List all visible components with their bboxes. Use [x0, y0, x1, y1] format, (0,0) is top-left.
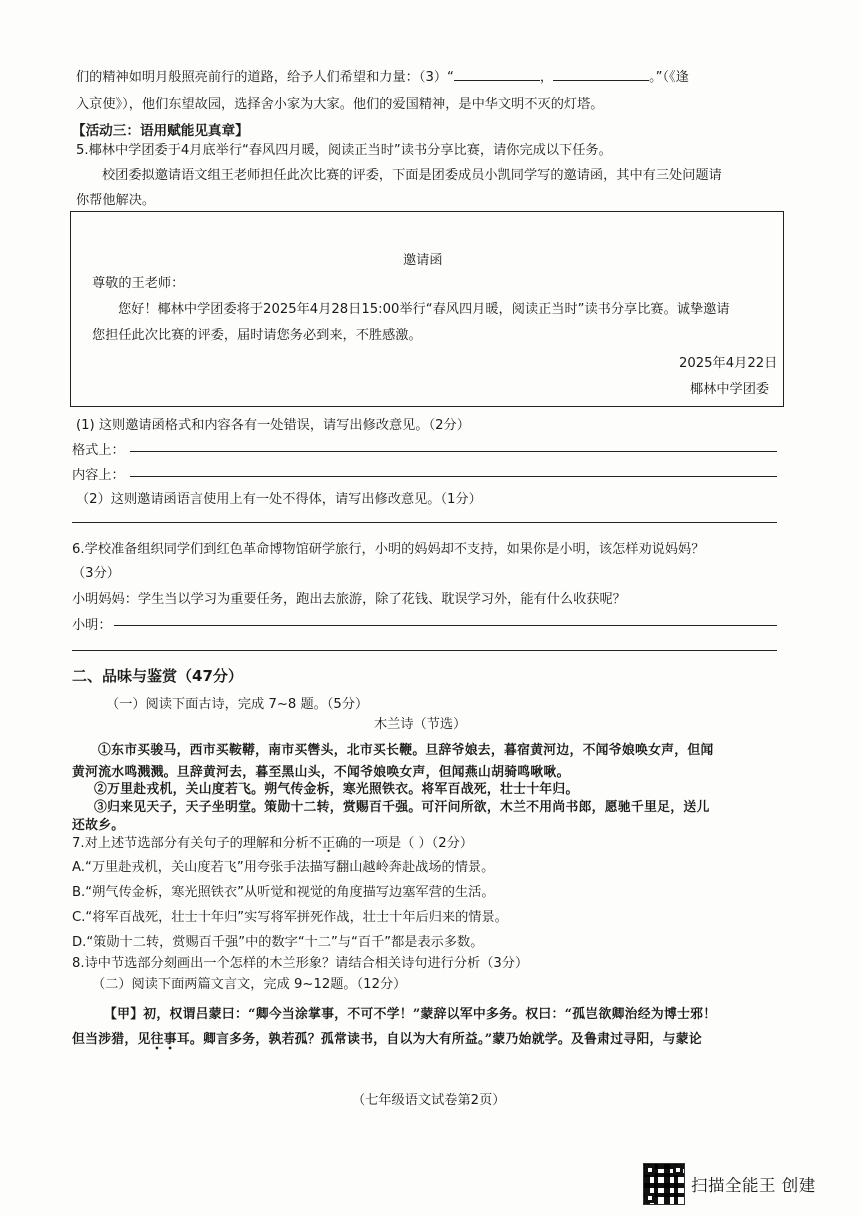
- invitation-date: 2025年4月22日: [679, 356, 778, 371]
- xiaoming-answer-line[interactable]: [114, 625, 777, 626]
- poem-line: ③归来见天子，天子坐明堂。策勋十二转，赏赐百千强。可汗问所欲，木兰不用尚书郎，愿驰千里足，送儿: [94, 800, 710, 815]
- poem-fill-suffix: 。”（《逢: [649, 70, 689, 85]
- emphasis-char: 事: [163, 1032, 177, 1047]
- poem-title: 木兰诗（节选）: [374, 717, 467, 732]
- classical-text-segment: 耳。卿言多务，孰若孤？孤常读书，自以为大有所益。”蒙乃始就学。及鲁肃过寻阳，与蒙论: [176, 1032, 702, 1047]
- question-7-text: 7.对上述节选部分有关句子的理解和分析: [72, 836, 309, 851]
- poem-line: ②万里赴戎机，关山度若飞。朔气传金柝，寒光照铁衣。将军百战死，壮士十年归。: [94, 782, 579, 797]
- question-5-part-2: （2）这则邀请函语言使用上有一处不得体，请写出修改意见。（1分）: [76, 492, 482, 507]
- format-label: 格式上：: [72, 443, 125, 458]
- page-footer: （七年级语文试卷第2页）: [352, 1093, 506, 1108]
- question-6-stem: 6.学校准备组织同学们到红色革命博物馆研学旅行，小明的妈妈却不支持，如果你是小明，该怎样劝说妈妈？: [72, 542, 705, 557]
- invitation-title: 邀请函: [403, 253, 443, 268]
- poem-fill-line: [76, 66, 689, 85]
- qr-code-icon: [643, 1163, 685, 1205]
- option-b: B.“朔气传金柝，寒光照铁衣”从听觉和视觉的角度描写边塞军营的生活。: [72, 885, 495, 900]
- poem-line: 黄河流水鸣溅溅。旦辞黄河去，暮至黑山头，不闻爷娘唤女声，但闻燕山胡骑鸣啾啾。: [72, 765, 570, 780]
- qr-finder: [673, 1165, 683, 1175]
- part-2-answer-line[interactable]: [72, 522, 777, 523]
- scanner-watermark: 扫描全能王 创建: [691, 1176, 816, 1195]
- content-answer-line[interactable]: [130, 476, 777, 477]
- poem-line: 还故乡。: [72, 818, 125, 833]
- option-a: A.“万里赴戎机，关山度若飞”用夸张手法描写翻山越岭奔赴战场的情景。: [72, 860, 495, 875]
- subsection-2-heading: （二）阅读下面两篇文言文，完成 9~12题。（12分）: [92, 977, 407, 992]
- invitation-body-cont: 您担任此次比赛的评委，届时请您务必到来，不胜感激。: [92, 328, 422, 343]
- paragraph-line: 入京使》），他们东望故园，选择舍小家为大家。他们的爱国精神，是中华文明不灭的灯塔。: [76, 97, 604, 112]
- emphasis-char: 往: [150, 1032, 164, 1047]
- poem-line: ①东市买骏马，西市买鞍鞯，南市买辔头，北市买长鞭。旦辞爷娘去，暮宿黄河边，不闻爷娘唤女声，但闻: [98, 743, 714, 758]
- activity-heading: 【活动三：语用赋能见真章】: [72, 123, 249, 139]
- question-7-stem: [72, 832, 473, 851]
- emphasis-text: 不正确: [308, 836, 349, 851]
- classical-text-line-2: [72, 1028, 702, 1047]
- option-d: D.“策勋十二转，赏赐百千强”中的数字“十二”与“百千”都是表示多数。: [72, 935, 484, 950]
- format-answer-line[interactable]: [130, 451, 777, 452]
- question-5-context: 校团委拟邀请语文组王老师担任此次比赛的评委，下面是团委成员小凯同学写的邀请函，其中有三处问题请: [102, 168, 722, 183]
- answer-blank-2[interactable]: [553, 66, 649, 81]
- invitation-signature: 椰林中学团委: [690, 382, 770, 397]
- question-7-text-end: 的一项是（ ）（2分）: [348, 836, 474, 851]
- invitation-body: 您好！椰林中学团委将于2025年4月28日15:00举行“春风四月暖，阅读正当时”读书分享比赛。诚挚邀请: [118, 302, 730, 317]
- classical-text-segment: 但当涉猎，见: [72, 1032, 151, 1047]
- invitation-greeting: 尊敬的王老师：: [92, 276, 185, 291]
- classical-text-line: 【甲】初，权谓吕蒙曰：“卿今当涂掌事，不可不学！”蒙辞以军中多务。权曰：“孤岂欲卿治经为博士邪！: [104, 1007, 717, 1022]
- qr-finder: [645, 1165, 655, 1175]
- question-5-context-cont: 你帮他解决。: [76, 193, 156, 208]
- question-8: 8.诗中节选部分刻画出一个怎样的木兰形象？请结合相关诗句进行分析（3分）: [72, 956, 529, 971]
- poem-fill-prefix: 们的精神如明月般照亮前行的道路，给予人们希望和力量：（3）“: [76, 70, 454, 85]
- option-c: C.“将军百战死，壮士十年归”实写将军拼死作战，壮士十年后归来的情景。: [72, 910, 508, 925]
- qr-finder: [645, 1193, 655, 1203]
- xiaoming-label: 小明：: [72, 618, 112, 633]
- question-5-part-1: (1) 这则邀请函格式和内容各有一处错误，请写出修改意见。（2分）: [76, 418, 470, 433]
- answer-blank-1[interactable]: [454, 66, 540, 81]
- xiaoming-answer-line-2[interactable]: [72, 650, 777, 651]
- subsection-1-heading: （一）阅读下面古诗，完成 7~8 题。（5分）: [106, 697, 369, 712]
- question-6-points: （3分）: [72, 566, 120, 581]
- mom-statement: 小明妈妈：学生当以学习为重要任务，跑出去旅游，除了花钱、耽误学习外，能有什么收获呢？: [72, 592, 626, 607]
- section-heading: 二、品味与鉴赏（47分）: [72, 667, 243, 685]
- comma: ，: [539, 70, 554, 85]
- content-label: 内容上：: [72, 468, 125, 483]
- question-5-stem: 5.椰林中学团委于4月底举行“春风四月暖，阅读正当时”读书分享比赛，请你完成以下任务。: [76, 143, 612, 158]
